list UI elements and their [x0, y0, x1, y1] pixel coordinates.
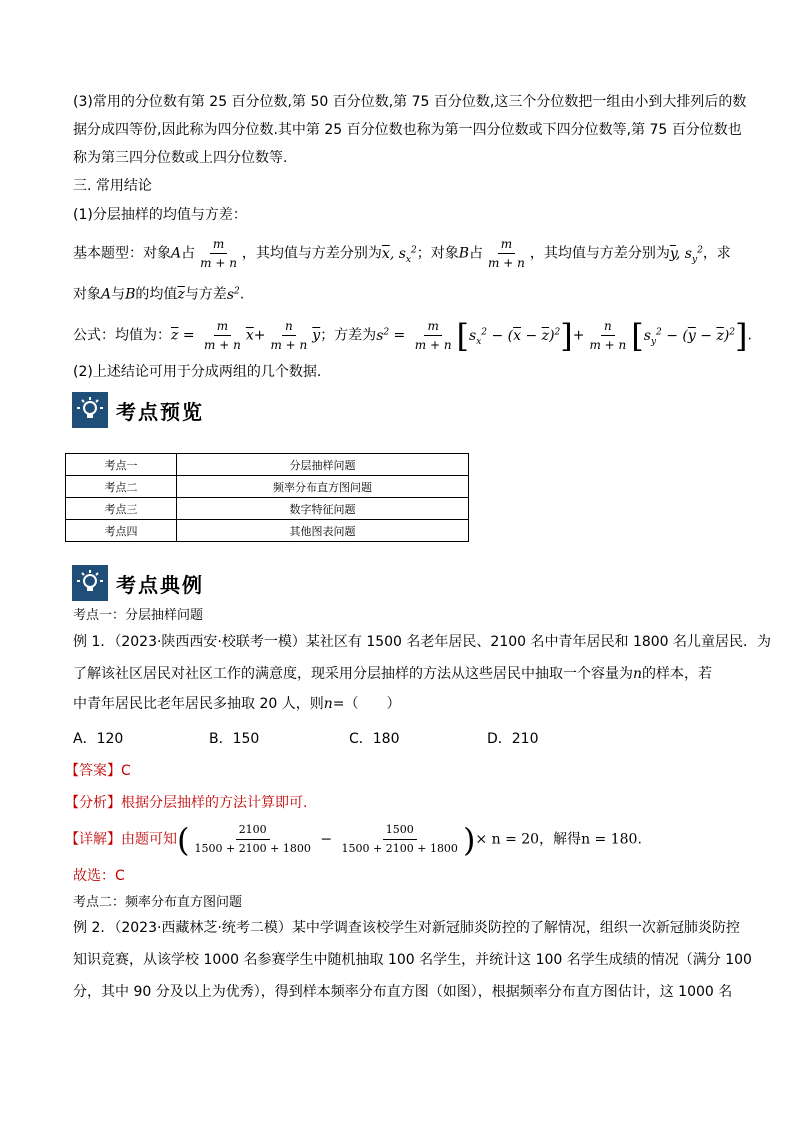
- choice-label: 故选：C: [73, 868, 125, 884]
- object-line: 对象A与B的均值$\overline{z}$与方差$s^2$.: [73, 286, 245, 303]
- banner-title: 考点预览: [116, 399, 204, 424]
- option-d: D．210: [487, 731, 539, 747]
- table-row: 考点一 分层抽样问题: [66, 454, 469, 476]
- answer-label: 【答案】C: [65, 763, 131, 779]
- lightbulb-icon: [72, 392, 108, 428]
- question-line: 例 2．（2023·西藏林芝·统考二模）某中学调查该校学生对新冠肺炎防控的了解情况，组织一次新冠肺炎防控: [73, 920, 740, 936]
- table-row: 考点三 数字特征问题: [66, 498, 469, 520]
- lightbulb-icon: [72, 565, 108, 601]
- option-b: B．150: [209, 731, 260, 747]
- table-row: 考点二 频率分布直方图问题: [66, 476, 469, 498]
- option-a: A．120: [73, 731, 124, 747]
- paragraph-line: (3)常用的分位数有第 25 百分位数,第 50 百分位数,第 75 百分位数,这三个分位数把一组由小到大排列后的数: [73, 94, 747, 110]
- detail-line: 【详解】由题可知( $\frac{2100}{1500 + 2100 + 1800}$ − $\frac{1500}{1500 + 2100 + 1800}$ )× n = 20，解得n = 180.: [65, 820, 642, 859]
- question-line: 知识竞赛，从该学校 1000 名参赛学生中随机抽取 100 名学生，并统计这 100 名学生成绩的情况（满分 100: [73, 952, 752, 968]
- question-line: 分，其中 90 分及以上为优秀），得到样本频率分布直方图（如图），根据频率分布直方图估计，这 1000 名: [73, 984, 733, 1000]
- question-line: 中青年居民比老年居民多抽取 20 人，则n=（ ）: [73, 696, 401, 712]
- fraction-m-over-mn: $\frac{m}{m + n}$: [200, 237, 237, 270]
- paragraph-line: 据分成四等份,因此称为四分位数.其中第 25 百分位数也称为第一四分位数或下四分位数等,第 75 百分位数也: [73, 122, 742, 138]
- analysis-label: 【分析】根据分层抽样的方法计算即可.: [65, 795, 308, 811]
- basic-problem-line: 基本题型：对象A占 $\frac{m}{m + n}$ ，其均值与方差分别为$\overline{x}$, $s_x^2$；对象B占 $\frac{m}{m + n}$ ，其均值与方差分别为$\overline{y}$, $s_y^2$，求: [73, 237, 731, 270]
- section-banner-examples: [72, 565, 204, 601]
- conclusion-item-2: (2)上述结论可用于分成两组的几个数据.: [73, 364, 322, 380]
- topic-label: 考点一：分层抽样问题: [73, 608, 204, 623]
- section-heading: 三. 常用结论: [73, 178, 152, 194]
- fraction-n-over-mn: $\frac{m}{m + n}$: [488, 237, 525, 270]
- question-line: 了解该社区居民对社区工作的满意度，现采用分层抽样的方法从这些居民中抽取一个容量为n的样本，若: [73, 666, 713, 682]
- topics-table: [65, 453, 469, 542]
- section-banner-preview: [72, 392, 204, 428]
- formula-line: 公式：均值为：$\overline{z}$ = $\frac{m}{m + n}$ $\overline{x}+$ $\frac{n}{m + n}$ $\overline{y}$；方差为$s^2$ = $\frac{m}{m + n}$ $[s_x^2 - (\overline{x} - \overline{z})^2]+$ $\frac{n}{m + n}$ $[s_y^2 - (\overline{y} - \overline{z})^2]$.: [73, 316, 752, 355]
- table-row: 考点四 其他图表问题: [66, 520, 469, 542]
- paragraph-line: 称为第三四分位数或上四分位数等.: [73, 150, 288, 166]
- conclusion-item-1: (1)分层抽样的均值与方差：: [73, 207, 247, 223]
- topic-label: 考点二：频率分布直方图问题: [73, 895, 243, 910]
- banner-title: 考点典例: [116, 572, 204, 597]
- question-line: 例 1．（2023·陕西西安·校联考一模）某社区有 1500 名老年居民、2100 名中青年居民和 1800 名儿童居民．为: [73, 634, 772, 650]
- option-c: C．180: [349, 731, 400, 747]
